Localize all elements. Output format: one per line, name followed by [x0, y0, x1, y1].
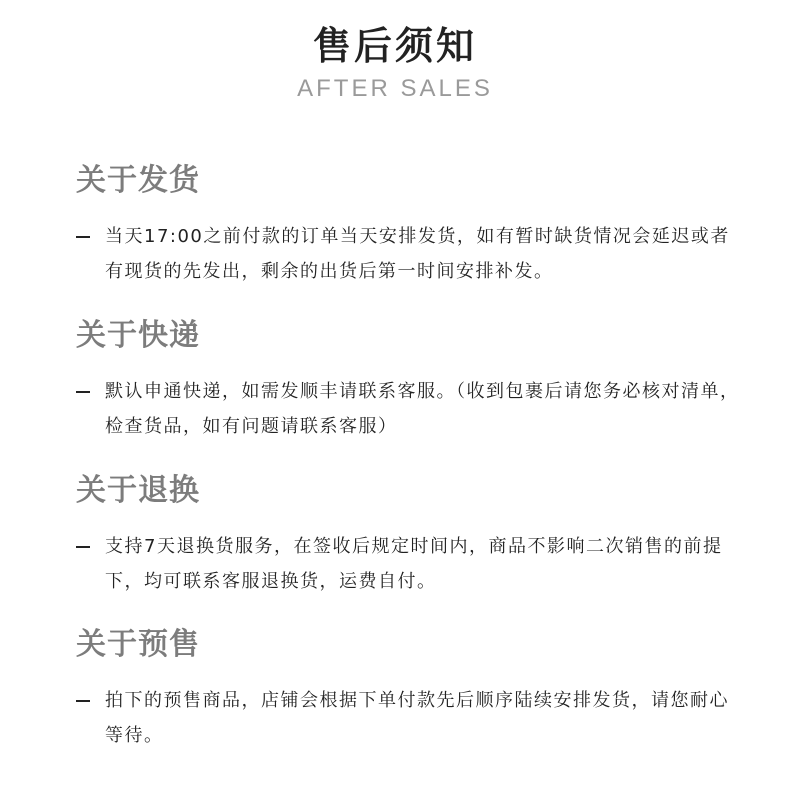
- policy-text: 拍下的预售商品，店铺会根据下单付款先后顺序陆续安排发货，请您耐心等待。: [105, 690, 729, 746]
- section-presale: [76, 627, 746, 753]
- page-subtitle: AFTER SALES: [297, 75, 493, 102]
- section-title: 关于预售: [76, 627, 200, 662]
- policy-text: 当天17:00之前付款的订单当天安排发货，如有暂时缺货情况会延迟或者有现货的先发出，剩余的出货后第一时间安排补发。: [105, 226, 730, 282]
- policy-text: 默认申通快递，如需发顺丰请联系客服。（收到包裹后请您务必核对清单，检查货品，如有问题请联系客服）: [105, 381, 740, 437]
- section-express: [76, 318, 746, 444]
- section-returns: [76, 473, 746, 599]
- dash-icon: [76, 236, 90, 238]
- section-title: 关于快递: [76, 318, 200, 353]
- policy-item: [76, 683, 746, 753]
- dash-icon: [76, 391, 90, 393]
- policy-text: 支持7天退换货服务，在签收后规定时间内，商品不影响二次销售的前提下，均可联系客服退换货，运费自付。: [105, 536, 723, 592]
- page-title: 售后须知: [312, 24, 477, 68]
- section-title: 关于退换: [76, 473, 200, 508]
- section-shipping: [76, 163, 746, 289]
- policy-item: [76, 529, 746, 599]
- page-header: [0, 22, 790, 104]
- section-title: 关于发货: [76, 163, 200, 198]
- dash-icon: [76, 700, 90, 702]
- policy-item: [76, 374, 746, 444]
- policy-item: [76, 219, 746, 289]
- dash-icon: [76, 546, 90, 548]
